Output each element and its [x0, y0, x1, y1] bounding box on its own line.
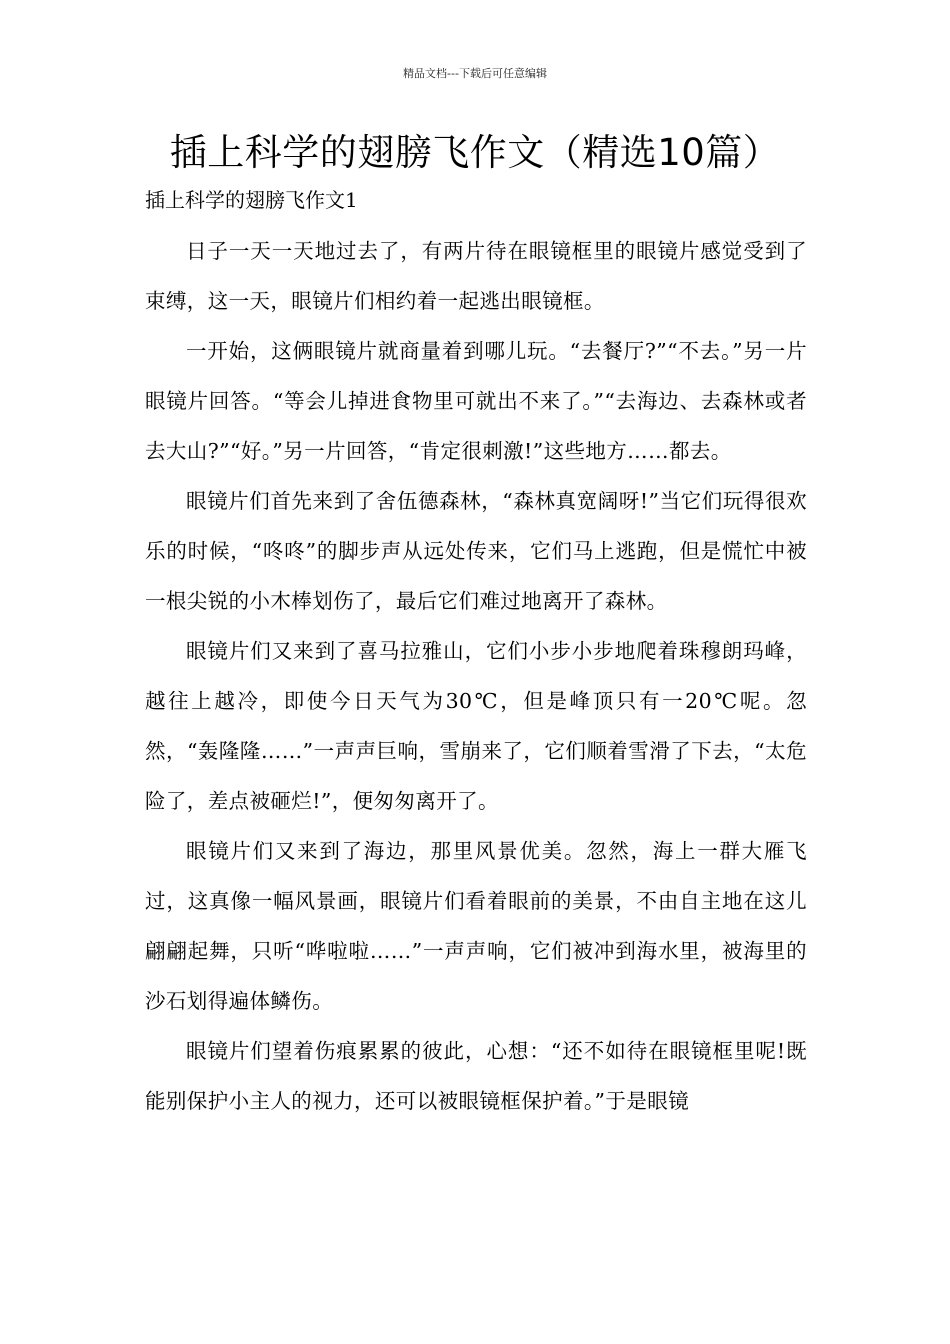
- paragraph: 眼镜片们首先来到了舍伍德森林，“森林真宽阔呀!”当它们玩得很欢乐的时候，“咚咚”的脚步声从远处传来，它们马上逃跑，但是慌忙中被一根尖锐的小木棒划伤了，最后它们难过地离开了森林。: [145, 489, 807, 613]
- document-title: 插上科学的翅膀飞作文（精选10篇）: [169, 131, 781, 174]
- paragraph: 日子一天一天地过去了，有两片待在眼镜框里的眼镜片感觉受到了束缚，这一天，眼镜片们相约着一起逃出眼镜框。: [145, 239, 807, 313]
- section-subtitle: 插上科学的翅膀飞作文1: [145, 188, 358, 212]
- body-text: [145, 226, 807, 1126]
- paragraph: 一开始，这俩眼镜片就商量着到哪儿玩。“去餐厅?”“不去。”另一片眼镜片回答。“等会儿掉进食物里可就出不来了。”“去海边、去森林或者去大山?”“好。”另一片回答，“肯定很刺激!”这些地方……都去。: [145, 339, 807, 463]
- paragraph: 眼镜片们又来到了喜马拉雅山，它们小步小步地爬着珠穆朗玛峰，越往上越冷，即使今日天气为30℃，但是峰顶只有一20℃呢。忽然，“轰隆隆……”一声声巨响，雪崩来了，它们顺着雪滑了下去，“太危险了，差点被砸烂!”，便匆匆离开了。: [145, 639, 807, 813]
- header-note: 精品文档---下载后可任意编辑: [403, 67, 547, 80]
- paragraph: 眼镜片们望着伤痕累累的彼此，心想：“还不如待在眼镜框里呢!既能别保护小主人的视力，还可以被眼镜框保护着。”于是眼镜: [145, 1039, 807, 1113]
- paragraph: 眼镜片们又来到了海边，那里风景优美。忽然，海上一群大雁飞过，这真像一幅风景画，眼镜片们看着眼前的美景，不由自主地在这儿翩翩起舞，只听“哗啦啦……”一声声响，它们被冲到海水里，被海里的沙石划得遍体鳞伤。: [145, 839, 807, 1013]
